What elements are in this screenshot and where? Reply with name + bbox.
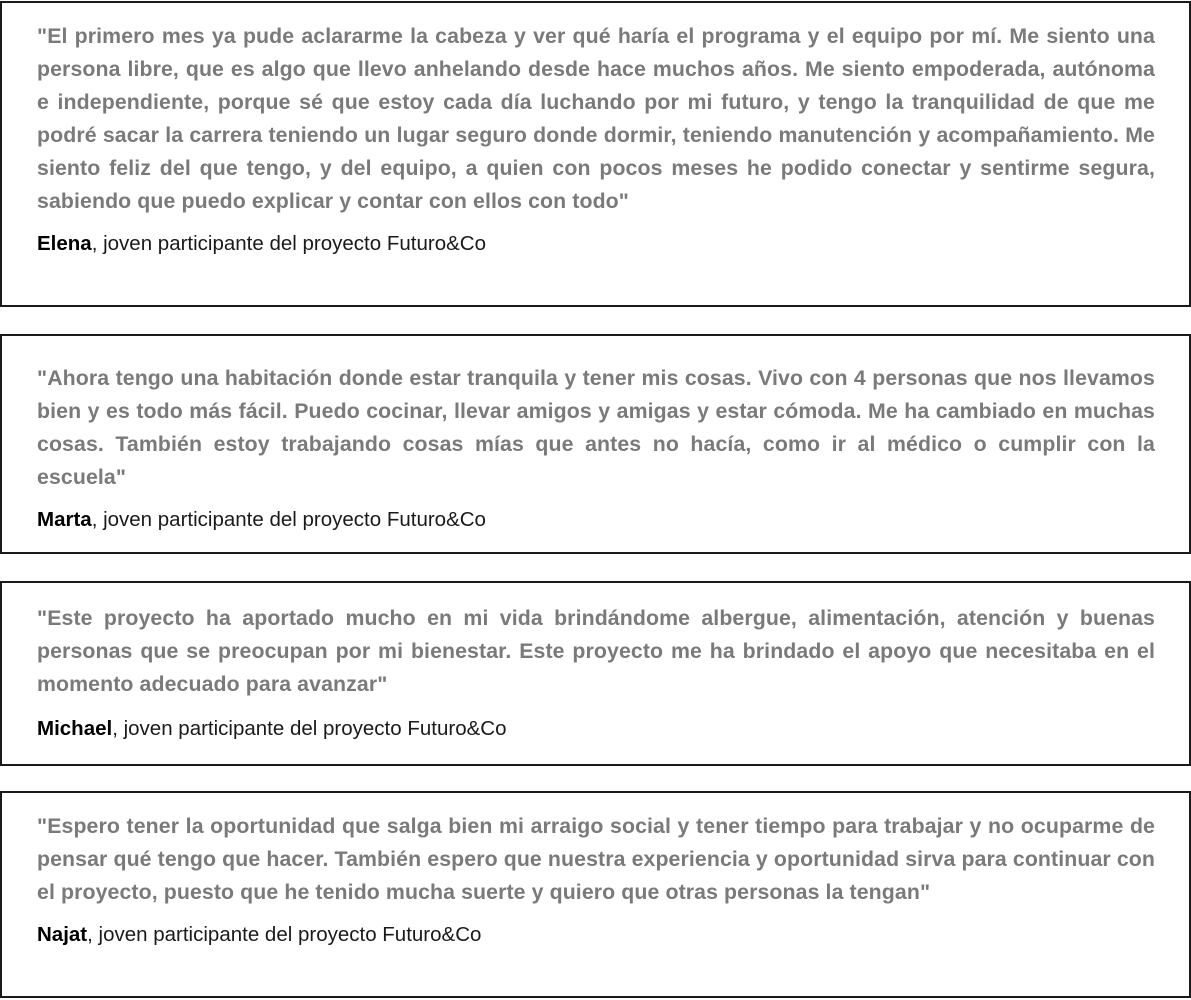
testimonial-card-michael: [0, 581, 1191, 766]
testimonial-quote: "Espero tener la oportunidad que salga bien mi arraigo social y tener tiempo para trabajar y no ocuparme de pensar qué tengo que hacer. También espero que nuestra experiencia y oportunidad sirva para continuar con el proyecto, puesto que he tenido mucha suerte y quiero que otras personas la tengan": [37, 814, 1155, 904]
testimonial-author-role: , joven participante del proyecto Futuro&Co: [112, 717, 507, 740]
testimonial-attribution: [37, 716, 1155, 742]
testimonial-attribution: [37, 922, 1155, 948]
testimonial-quote: "El primero mes ya pude aclararme la cabeza y ver qué haría el programa y el equipo por mí. Me siento una persona libre, que es algo que llevo anhelando desde hace muchos años. Me siento empoderada, autónoma e independiente, porque sé que estoy cada día luchando por mi futuro, y tengo la tranquilidad de que me podré sacar la carrera teniendo un lugar seguro donde dormir, teniendo manutención y acompañamiento. Me siento feliz del que tengo, y del equipo, a quien con pocos meses he podido conectar y sentirme segura, sabiendo que puedo explicar y contar con ellos con todo": [37, 24, 1155, 213]
testimonial-author-role: , joven participante del proyecto Futuro&Co: [91, 508, 486, 531]
testimonial-author-name: Marta: [37, 508, 92, 531]
testimonial-quote: "Este proyecto ha aportado mucho en mi vida brindándome albergue, alimentación, atención y buenas personas que se preocupan por mi bienestar. Este proyecto me ha brindado el apoyo que necesitaba en el momento adecuado para avanzar": [37, 606, 1155, 696]
testimonial-author-name: Michael: [37, 717, 113, 740]
testimonial-card-najat: [0, 791, 1191, 998]
testimonial-attribution: [37, 507, 1155, 533]
testimonial-author-role: , joven participante del proyecto Futuro&Co: [91, 232, 486, 255]
testimonial-attribution: [37, 231, 1155, 257]
testimonial-author-role: , joven participante del proyecto Futuro&Co: [87, 923, 482, 946]
testimonial-card-elena: [0, 1, 1191, 307]
testimonial-quote: "Ahora tengo una habitación donde estar tranquila y tener mis cosas. Vivo con 4 personas que nos llevamos bien y es todo más fácil. Puedo cocinar, llevar amigos y amigas y estar cómoda. Me ha cambiado en muchas cosas. También estoy trabajando cosas mías que antes no hacía, como ir al médico o cumplir con la escuela": [37, 366, 1155, 489]
testimonial-author-name: Najat: [37, 923, 88, 946]
testimonial-card-marta: [0, 334, 1191, 554]
testimonial-author-name: Elena: [37, 232, 92, 255]
